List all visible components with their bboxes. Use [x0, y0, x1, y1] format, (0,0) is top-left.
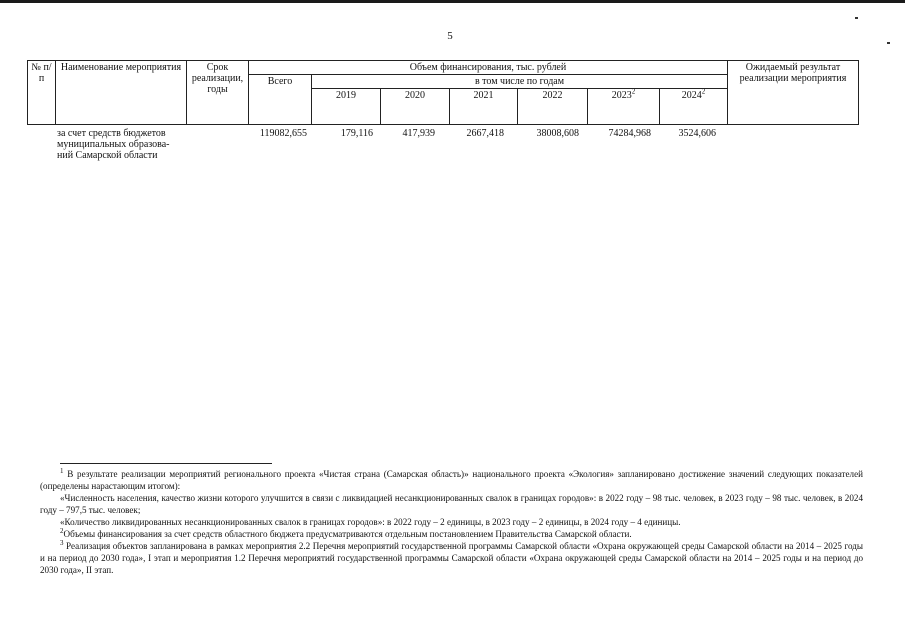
footnotes: [40, 468, 863, 576]
row-value-2019: 179,116: [340, 128, 373, 139]
scan-top-border: [0, 0, 905, 3]
row-total: 119082,655: [259, 128, 307, 139]
row-value-2023: 74284,968: [608, 128, 651, 139]
row-value-2021: 2667,418: [466, 128, 504, 139]
row-value-2024: 3524,606: [678, 128, 716, 139]
header-year: 2021: [450, 89, 518, 125]
header-year: 2023$^2$: [588, 89, 660, 125]
footnote-separator: [60, 463, 272, 464]
header-expected-result: Ожидаемый результат реализации мероприятия: [728, 61, 859, 125]
footnote-mark: 2: [701, 88, 706, 96]
header-financing-volume: Объем финансирования, тыс. рублей: [249, 61, 728, 75]
page-number: 5: [447, 30, 453, 42]
header-number: № п/п: [28, 61, 56, 125]
header-by-years: в том числе по годам: [312, 75, 728, 89]
header-name: Наименование мероприятия: [56, 61, 187, 125]
row-value-2022: 38008,608: [536, 128, 579, 139]
footnote-1-item: «Численность населения, качество жизни которого улучшится в связи с ликвидацией несанкционированных свалок в границах городов»: в 2022 году – 98 тыс. человек, в 2023 году – 98 тыс. человек, в 2024 году – 797,5 тыс. человек;: [40, 493, 863, 515]
row-description: за счет средств бюджетов муниципальных образова- ний Самарской области: [57, 128, 170, 161]
footnote-mark: 2: [631, 88, 636, 96]
header-year: 2019: [312, 89, 381, 125]
header-term: Срок реализации, годы: [187, 61, 249, 125]
footnote-3: $^3$ Реализация объектов запланирована в рамках мероприятия 2.2 Перечня мероприятий государственной программы Самарской области «Охрана окружающей среды Самарской области на 2014 – 2025 годы и на период до 2030 года», I этап и мероприятия 1.2 Перечня мероприятий государственной программы Самарской области «Охрана окружающей среды Самарской области на 2014 – 2025 годы и на период до 2030 года», II этап.: [40, 538, 863, 575]
footnote-2: $^2$Объемы финансирования за счет средств областного бюджета предусматриваются отдельным постановлением Правительства Самарской области.: [60, 526, 632, 539]
row-value-2020: 417,939: [402, 128, 435, 139]
footnote-1: $^1$ В результате реализации мероприятий регионального проекта «Чистая страна (Самарская область)» национального проекта «Экология» запланировано достижение значений следующих показателей (определены нарастающим итогом):: [40, 466, 863, 491]
header-year: 2024$^2$: [660, 89, 728, 125]
scan-speck: [887, 42, 890, 44]
scan-speck: [855, 17, 858, 19]
financing-table: [27, 60, 859, 125]
header-total: Всего: [249, 75, 312, 125]
header-year: 2020: [381, 89, 450, 125]
header-year: 2022: [518, 89, 588, 125]
footnote-1-item: «Количество ликвидированных несанкционированных свалок в границах городов»: в 2022 году – 2 единицы, в 2023 году – 2 единицы, в 2024 году – 4 единицы.: [60, 517, 681, 527]
